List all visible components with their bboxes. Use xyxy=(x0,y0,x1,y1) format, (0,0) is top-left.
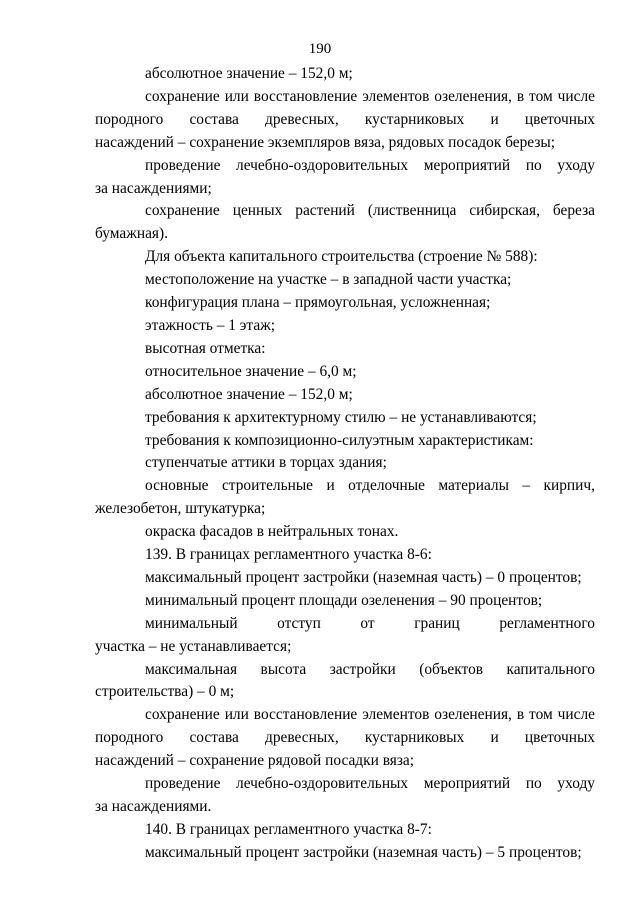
text-line: максимальный процент застройки (наземная часть) – 0 процентов; xyxy=(145,568,582,586)
text-line: сохранение ценных растений (лиственница сибирская, береза xyxy=(145,202,595,220)
text-line: высотная отметка: xyxy=(145,339,266,357)
text-line: породного состава древесных, кустарниковых и цветочных xyxy=(95,729,595,747)
text-line: за насаждениями. xyxy=(95,798,212,815)
text-line: минимальный отступ от границ регламентного xyxy=(145,614,595,632)
text-line: за насаждениями; xyxy=(95,179,212,197)
text-line: минимальный процент площади озеленения – 90 процентов; xyxy=(145,591,543,609)
text-line: проведение лечебно-оздоровительных мероприятий по уходу xyxy=(145,775,595,793)
text-line: абсолютное значение – 152,0 м; xyxy=(145,385,353,403)
text-line: бумажная). xyxy=(95,225,168,243)
text-line: сохранение или восстановление элементов озеленения, в том числе xyxy=(145,706,595,724)
text-line: насаждений – сохранение экземпляров вяза, рядовых посадок березы; xyxy=(95,133,556,151)
text-line: породного состава древесных, кустарниковых и цветочных xyxy=(95,110,595,128)
text-line: требования к архитектурному стилю – не устанавливаются; xyxy=(145,408,537,426)
section-heading: 139. В границах регламентного участка 8-6: xyxy=(145,546,432,564)
text-line: этажность – 1 этаж; xyxy=(145,316,276,334)
text-line: Для объекта капитального строительства (строение № 588): xyxy=(145,248,538,266)
text-line: требования к композиционно-силуэтным характеристикам: xyxy=(145,431,534,449)
text-line: строительства) – 0 м; xyxy=(95,683,235,701)
text-line: проведение лечебно-оздоровительных мероприятий по уходу xyxy=(145,156,595,174)
text-line: максимальный процент застройки (наземная часть) – 5 процентов; xyxy=(145,843,582,861)
text-line: ступенчатые аттики в торцах здания; xyxy=(145,454,387,472)
text-line: насаждений – сохранение рядовой посадки вяза; xyxy=(95,752,415,770)
page-number: 190 xyxy=(308,41,332,57)
section-heading: 140. В границах регламентного участка 8-7: xyxy=(145,820,432,838)
text-line: основные строительные и отделочные материалы – кирпич, xyxy=(145,477,595,495)
page-body xyxy=(95,63,595,865)
text-line: местоположение на участке – в западной части участка; xyxy=(145,271,512,289)
text-line: абсолютное значение – 152,0 м; xyxy=(145,65,353,82)
text-line: конфигурация плана – прямоугольная, усложненная; xyxy=(145,294,491,312)
text-line: относительное значение – 6,0 м; xyxy=(145,362,357,380)
text-line: сохранение или восстановление элементов озеленения, в том числе xyxy=(145,87,595,105)
text-line: участка – не устанавливается; xyxy=(95,637,292,655)
text-line: окраска фасадов в нейтральных тонах. xyxy=(145,523,399,541)
text-line: железобетон, штукатурка; xyxy=(95,500,266,518)
text-line: максимальная высота застройки (объектов капитального xyxy=(145,660,595,678)
